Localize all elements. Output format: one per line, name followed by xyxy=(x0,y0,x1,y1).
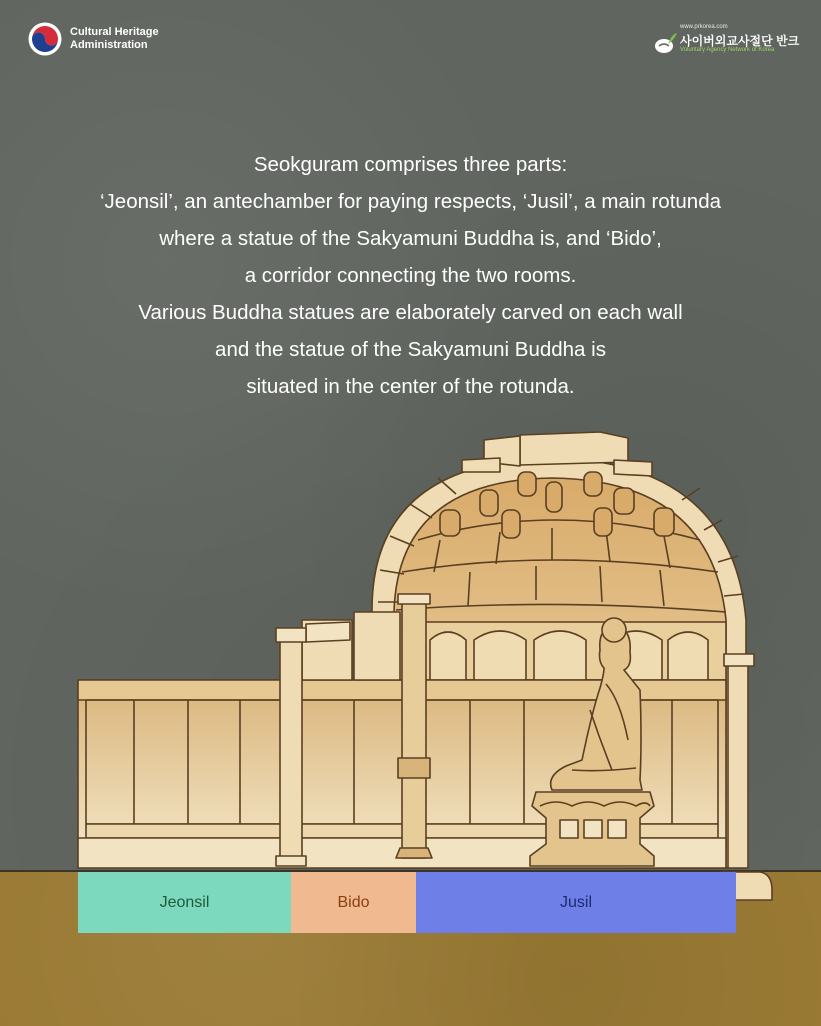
intro-line: where a statue of the Sakyamuni Buddha is, and ‘Bido’, xyxy=(159,227,662,250)
dome-protruding-stone xyxy=(654,508,674,536)
jeonsil-pillar xyxy=(280,630,302,862)
dome-protruding-stone xyxy=(546,482,562,512)
dome-protruding-stone xyxy=(518,472,536,496)
agency-name-line1: Cultural Heritage xyxy=(70,26,159,38)
intro-line: a corridor connecting the two rooms. xyxy=(244,264,577,287)
intro-line: ‘Jeonsil’, an antechamber for paying respects, ‘Jusil’, a main rotunda xyxy=(99,190,722,213)
dome-protruding-stone xyxy=(584,472,602,496)
partner-name-en: Voluntary Agency Network of Korea xyxy=(680,47,775,53)
dome-protruding-stone xyxy=(614,488,634,514)
bido-pillar xyxy=(402,600,426,858)
intro-line: and the statue of the Sakyamuni Buddha is xyxy=(215,338,606,361)
top-capstone xyxy=(520,432,628,465)
dome-protruding-stone xyxy=(440,510,460,536)
part-label-bido: Bido xyxy=(337,893,370,911)
part-jusil xyxy=(416,872,736,933)
part-label-jeonsil: Jeonsil xyxy=(159,893,210,911)
part-bido xyxy=(291,872,416,933)
dome-protruding-stone xyxy=(594,508,612,536)
jusil-right-pillar xyxy=(728,660,748,868)
intro-line: Various Buddha statues are elaborately carved on each wall xyxy=(138,301,683,324)
dome-protruding-stone xyxy=(502,510,520,538)
part-label-jusil: Jusil xyxy=(559,893,592,911)
intro-line: Seokguram comprises three parts: xyxy=(253,153,568,176)
intro-line: situated in the center of the rotunda. xyxy=(246,375,575,398)
agency-name-line2: Administration xyxy=(70,39,148,51)
dome-protruding-stone xyxy=(480,490,498,516)
part-jeonsil xyxy=(78,872,291,933)
partner-url: www.prkorea.com xyxy=(680,24,728,30)
parts-bar xyxy=(78,872,736,933)
partner-name-kr: 사이버외교사절단 반크 xyxy=(680,34,800,48)
